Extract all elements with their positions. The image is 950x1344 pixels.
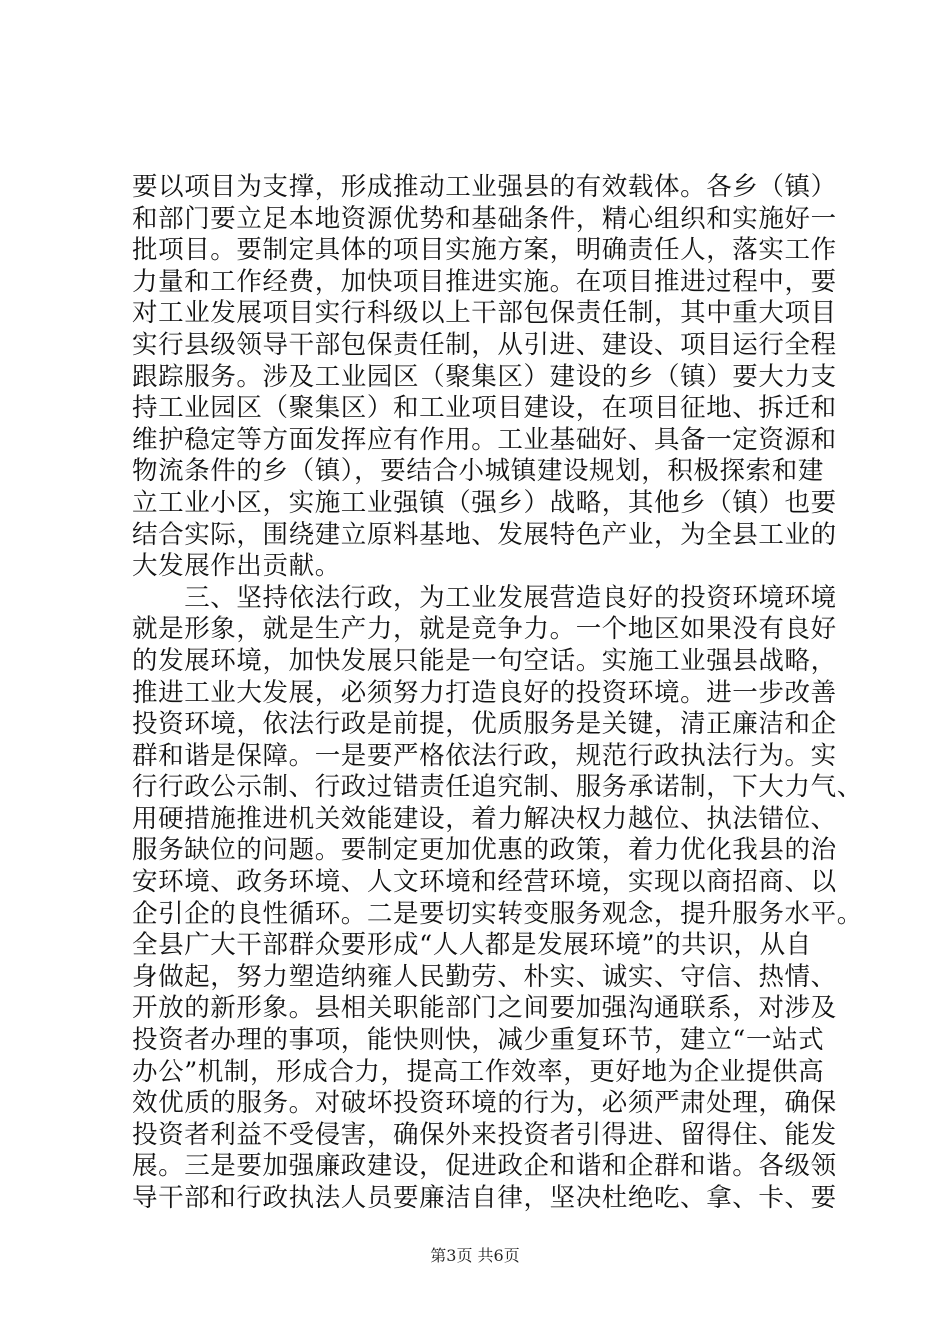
text-line: 投资环境，依法行政是前提，优质服务是关键，清正廉洁和企 xyxy=(132,709,837,740)
text-line: 持工业园区（聚集区）和工业项目建设，在项目征地、拆迁和 xyxy=(132,393,837,424)
text-line: 三、坚持依法行政，为工业发展营造良好的投资环境环境 xyxy=(132,582,837,613)
text-line: 导干部和行政执法人员要廉洁自律，坚决杜绝吃、拿、卡、要 xyxy=(132,1183,837,1213)
text-line: 展。三是要加强廉政建设，促进政企和谐和企群和谐。各级领 xyxy=(132,1151,837,1182)
text-line: 投资者利益不受侵害，确保外来投资者引得进、留得住、能发 xyxy=(132,1119,837,1150)
text-line: 企引企的良性循环。二是要切实转变服务观念，提升服务水平。 xyxy=(132,898,863,929)
text-line: 维护稳定等方面发挥应有作用。工业基础好、具备一定资源和 xyxy=(132,424,837,455)
text-line: 力量和工作经费，加快项目推进实施。在项目推进过程中，要 xyxy=(132,266,837,297)
text-line: 就是形象，就是生产力，就是竞争力。一个地区如果没有良好 xyxy=(132,614,837,645)
text-line: 全县广大干部群众要形成“人人都是发展环境”的共识，从自 xyxy=(132,930,812,961)
text-line: 立工业小区，实施工业强镇（强乡）战略，其他乡（镇）也要 xyxy=(132,487,837,518)
text-line: 的发展环境，加快发展只能是一句空话。实施工业强县战略， xyxy=(132,645,837,676)
page-number-footer: 第3页 共6页 xyxy=(430,1246,520,1265)
text-line: 开放的新形象。县相关职能部门之间要加强沟通联系，对涉及 xyxy=(132,993,837,1024)
text-line: 办公”机制，形成合力，提高工作效率，更好地为企业提供高 xyxy=(132,1056,825,1087)
text-line: 投资者办理的事项，能快则快，减少重复环节，建立“一站式 xyxy=(132,1025,825,1056)
text-line: 安环境、政务环境、人文环境和经营环境，实现以商招商、以 xyxy=(132,867,837,898)
text-line: 推进工业大发展，必须努力打造良好的投资环境。进一步改善 xyxy=(132,677,837,708)
text-line: 和部门要立足本地资源优势和基础条件，精心组织和实施好一 xyxy=(132,203,837,234)
text-line: 效优质的服务。对破坏投资环境的行为，必须严肃处理，确保 xyxy=(132,1088,837,1119)
text-line: 身做起，努力塑造纳雍人民勤劳、朴实、诚实、守信、热情、 xyxy=(132,961,837,992)
text-line: 群和谐是保障。一是要严格依法行政，规范行政执法行为。实 xyxy=(132,740,837,771)
document-body xyxy=(132,172,863,1215)
text-line: 用硬措施推进机关效能建设，着力解决权力越位、执法错位、 xyxy=(132,803,837,834)
text-line: 结合实际，围绕建立原料基地、发展特色产业，为全县工业的 xyxy=(132,519,837,550)
text-line: 实行县级领导干部包保责任制，从引进、建设、项目运行全程 xyxy=(132,329,837,360)
text-line: 物流条件的乡（镇），要结合小城镇建设规划，积极探索和建 xyxy=(132,456,824,487)
text-line: 大发展作出贡献。 xyxy=(132,551,341,582)
text-line: 服务缺位的问题。要制定更加优惠的政策，着力优化我县的治 xyxy=(132,835,837,866)
text-line: 批项目。要制定具体的项目实施方案，明确责任人，落实工作 xyxy=(132,235,837,266)
text-line: 要以项目为支撑，形成推动工业强县的有效载体。各乡（镇） xyxy=(132,172,837,202)
text-line: 行行政公示制、行政过错责任追究制、服务承诺制，下大力气、 xyxy=(132,772,863,803)
text-line: 对工业发展项目实行科级以上干部包保责任制，其中重大项目 xyxy=(132,298,837,329)
text-line: 跟踪服务。涉及工业园区（聚集区）建设的乡（镇）要大力支 xyxy=(132,361,837,392)
